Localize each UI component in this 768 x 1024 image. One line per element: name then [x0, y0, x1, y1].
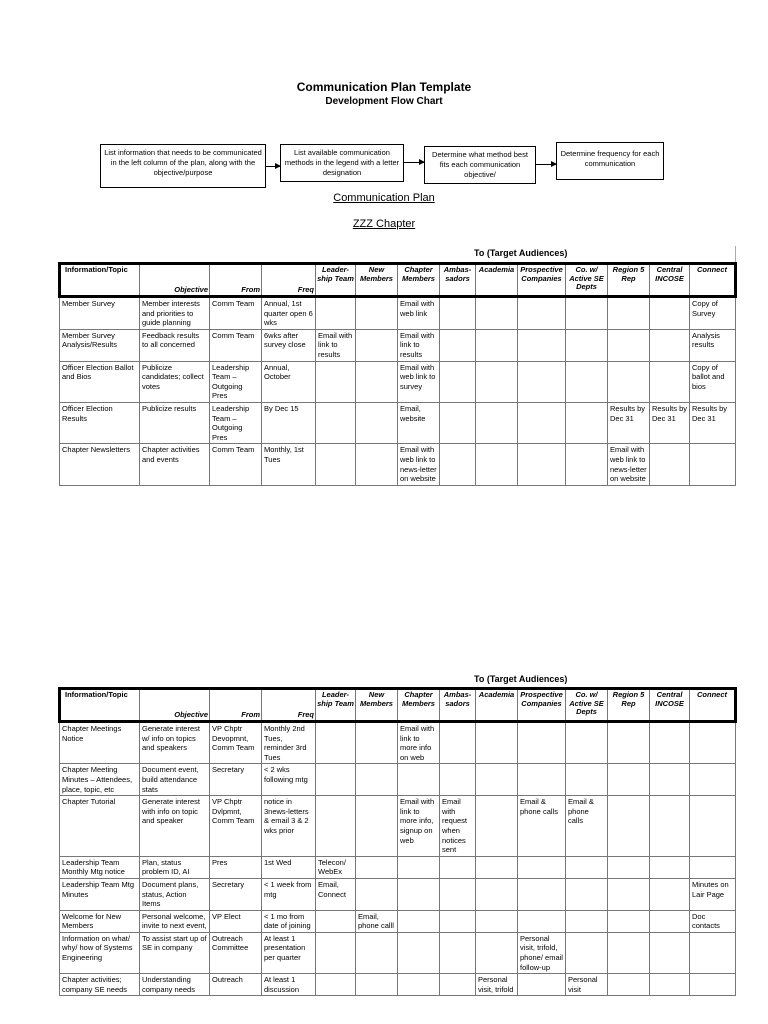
- table-cell: Email with link to more info, signup on web: [398, 796, 440, 857]
- table-cell: [608, 878, 650, 910]
- table-cell: Results by Dec 31: [650, 402, 690, 443]
- table-cell: [608, 910, 650, 932]
- table-cell: Document event, build attendance stats: [140, 764, 210, 796]
- table-cell: [650, 910, 690, 932]
- table-cell: [440, 444, 476, 485]
- table-cell: [518, 402, 566, 443]
- table-cell: Publicize candidates; collect votes: [140, 361, 210, 402]
- flow-step-4: Determine frequency for each communication: [556, 142, 664, 180]
- column-header: Central INCOSE: [650, 264, 690, 297]
- table-cell: Personal welcome, invite to next event,: [140, 910, 210, 932]
- table-cell: [518, 878, 566, 910]
- table-cell: [608, 297, 650, 330]
- table-cell: To assist start up of SE in company: [140, 932, 210, 973]
- table-cell: [690, 796, 736, 857]
- table-cell: [650, 856, 690, 878]
- table-row: [60, 402, 736, 443]
- table-cell: Annual, 1st quarter open 6 wks: [262, 297, 316, 330]
- table-cell: Minutes on Lair Page: [690, 878, 736, 910]
- table-cell: [518, 361, 566, 402]
- table-cell: Member interests and priorities to guide planning: [140, 297, 210, 330]
- table-cell: Comm Team: [210, 444, 262, 485]
- table-cell: [566, 722, 608, 764]
- table-cell: [566, 361, 608, 402]
- communication-plan-table-2: [58, 687, 737, 996]
- table-cell: Email with request when notices sent: [440, 796, 476, 857]
- table-cell: Leadership Team Mtg Minutes: [60, 878, 140, 910]
- column-header: Central INCOSE: [650, 689, 690, 722]
- table-cell: Document plans, status, Action Items: [140, 878, 210, 910]
- table-cell: Chapter Tutorial: [60, 796, 140, 857]
- table-cell: Email with web link: [398, 297, 440, 330]
- table-cell: Generate interest with info on topic and speaker: [140, 796, 210, 857]
- flow-step-1: List information that needs to be communicated in the left column of the plan, along with the objective/purpose: [100, 144, 266, 188]
- table-cell: Chapter activities; company SE needs: [60, 974, 140, 996]
- table-cell: [566, 878, 608, 910]
- table-cell: Email with web link to survey: [398, 361, 440, 402]
- table-cell: Email with link to results: [316, 329, 356, 361]
- audience-heading-2: To (Target Audiences): [474, 674, 568, 684]
- table-cell: Publicize results: [140, 402, 210, 443]
- table-cell: Results by Dec 31: [690, 402, 736, 443]
- table-cell: [356, 764, 398, 796]
- flow-arrow-2: [404, 162, 424, 163]
- column-header: Chapter Members: [398, 264, 440, 297]
- table-cell: [356, 856, 398, 878]
- table-cell: [476, 402, 518, 443]
- table-cell: < 1 week from mtg: [262, 878, 316, 910]
- table-cell: [440, 722, 476, 764]
- column-header: Co. w/ Active SE Depts: [566, 264, 608, 297]
- table-cell: Chapter Meetings Notice: [60, 722, 140, 764]
- table-cell: [650, 974, 690, 996]
- table-cell: Secretary: [210, 878, 262, 910]
- table-cell: [608, 974, 650, 996]
- table-cell: [566, 764, 608, 796]
- table-cell: [398, 764, 440, 796]
- table-cell: [356, 361, 398, 402]
- table-row: [60, 329, 736, 361]
- table-cell: [650, 722, 690, 764]
- table-cell: [316, 932, 356, 973]
- table-cell: [476, 361, 518, 402]
- document-title: Communication Plan Template: [296, 80, 472, 94]
- table-cell: [518, 764, 566, 796]
- table-cell: [356, 297, 398, 330]
- table-cell: Monthly, 1st Tues: [262, 444, 316, 485]
- table-cell: 1st Wed: [262, 856, 316, 878]
- table-cell: [518, 856, 566, 878]
- table-cell: [356, 722, 398, 764]
- table-cell: [518, 329, 566, 361]
- table-cell: Outreach Committee: [210, 932, 262, 973]
- table-cell: By Dec 15: [262, 402, 316, 443]
- column-header: Information/Topic: [60, 264, 140, 297]
- table-cell: [440, 878, 476, 910]
- table-cell: Welcome for New Members: [60, 910, 140, 932]
- table-cell: Email with link to more info on web: [398, 722, 440, 764]
- table-cell: [650, 764, 690, 796]
- table-cell: [476, 932, 518, 973]
- table-cell: [440, 932, 476, 973]
- table-cell: [440, 361, 476, 402]
- column-header: Freq: [262, 264, 316, 297]
- table-cell: [316, 444, 356, 485]
- table-cell: Leadership Team Monthly Mtg notice: [60, 856, 140, 878]
- table-cell: [476, 796, 518, 857]
- table-cell: [608, 796, 650, 857]
- column-header: Leader-ship Team: [316, 689, 356, 722]
- table-edge-line: [735, 246, 736, 262]
- table-cell: [608, 764, 650, 796]
- table-cell: Copy of Survey: [690, 297, 736, 330]
- table-cell: VP Chptr Devopmnt, Comm Team: [210, 722, 262, 764]
- table-cell: [650, 932, 690, 973]
- table-row: [60, 910, 736, 932]
- table-cell: [398, 878, 440, 910]
- flow-arrow-1: [266, 166, 280, 167]
- table-cell: Email, Connect: [316, 878, 356, 910]
- column-header: New Members: [356, 689, 398, 722]
- table-cell: [440, 297, 476, 330]
- table-cell: Email with link to results: [398, 329, 440, 361]
- table-cell: Email & phone calls: [566, 796, 608, 857]
- table-cell: Analysis results: [690, 329, 736, 361]
- chapter-name: ZZZ Chapter: [352, 218, 416, 230]
- column-header: Connect: [690, 689, 736, 722]
- table-cell: At least 1 discussion: [262, 974, 316, 996]
- table-cell: [650, 796, 690, 857]
- table-cell: Officer Election Ballot and Bios: [60, 361, 140, 402]
- table-cell: Member Survey Analysis/Results: [60, 329, 140, 361]
- table-cell: Pres: [210, 856, 262, 878]
- column-header: Objective: [140, 689, 210, 722]
- table-cell: Email with web link to news-letter on website: [398, 444, 440, 485]
- table-cell: [690, 722, 736, 764]
- table-cell: [440, 974, 476, 996]
- table-cell: Results by Dec 31: [608, 402, 650, 443]
- communication-plan-table-1: [58, 262, 737, 486]
- table-cell: Plan, status problem ID, AI: [140, 856, 210, 878]
- table-cell: Member Survey: [60, 297, 140, 330]
- table-cell: Annual, October: [262, 361, 316, 402]
- plan-title: Communication Plan: [333, 192, 435, 204]
- table-cell: Email, phone calll: [356, 910, 398, 932]
- table-cell: Copy of ballot and bios: [690, 361, 736, 402]
- flow-step-2: List available communication methods in the legend with a letter designation: [280, 144, 404, 182]
- column-header: Chapter Members: [398, 689, 440, 722]
- table-cell: [356, 796, 398, 857]
- document-subtitle: Development Flow Chart: [325, 96, 443, 107]
- table-cell: [476, 297, 518, 330]
- flow-arrow-3: [536, 164, 556, 165]
- table-row: [60, 856, 736, 878]
- table-cell: [316, 796, 356, 857]
- table-cell: Telecon/ WebEx: [316, 856, 356, 878]
- table-cell: [518, 974, 566, 996]
- table-cell: Personal visit: [566, 974, 608, 996]
- table-cell: [608, 856, 650, 878]
- table-cell: Information on what/ why/ how of Systems Engineering: [60, 932, 140, 973]
- table-cell: [476, 856, 518, 878]
- table-cell: Understanding company needs: [140, 974, 210, 996]
- table-cell: Secretary: [210, 764, 262, 796]
- table-cell: [440, 402, 476, 443]
- table-cell: [398, 856, 440, 878]
- table-cell: [650, 878, 690, 910]
- table-cell: Chapter Newsletters: [60, 444, 140, 485]
- table-cell: Personal visit, trifold: [476, 974, 518, 996]
- table-cell: Chapter Meeting Minutes – Attendees, place, topic, etc: [60, 764, 140, 796]
- table-cell: [356, 932, 398, 973]
- table-cell: Email & phone calls: [518, 796, 566, 857]
- table-cell: [608, 361, 650, 402]
- table-row: [60, 932, 736, 973]
- table-cell: [650, 444, 690, 485]
- table-cell: [476, 764, 518, 796]
- table-cell: [518, 910, 566, 932]
- table-cell: Doc contacts: [690, 910, 736, 932]
- table-cell: Monthly 2nd Tues, reminder 3rd Tues: [262, 722, 316, 764]
- table-row: [60, 444, 736, 485]
- column-header: New Members: [356, 264, 398, 297]
- table-row: [60, 361, 736, 402]
- table-cell: Generate interest w/ info on topics and speakers: [140, 722, 210, 764]
- table-cell: [650, 361, 690, 402]
- table-cell: [476, 878, 518, 910]
- table-cell: [690, 932, 736, 973]
- table-cell: [476, 444, 518, 485]
- table-cell: [316, 910, 356, 932]
- table-cell: 6wks after survey close: [262, 329, 316, 361]
- table-cell: Email with web link to news-letter on website: [608, 444, 650, 485]
- table-cell: Outreach: [210, 974, 262, 996]
- column-header: Ambas-sadors: [440, 689, 476, 722]
- table-cell: [518, 297, 566, 330]
- table-cell: [518, 444, 566, 485]
- table-cell: notice in 3news-letters & email 3 & 2 wks prior: [262, 796, 316, 857]
- table-cell: [440, 764, 476, 796]
- table-cell: [316, 402, 356, 443]
- column-header: Co. w/ Active SE Depts: [566, 689, 608, 722]
- table-cell: [566, 329, 608, 361]
- table-cell: Leadership Team – Outgoing Pres: [210, 402, 262, 443]
- table-cell: [398, 910, 440, 932]
- table-cell: [356, 974, 398, 996]
- column-header: Leader-ship Team: [316, 264, 356, 297]
- table-cell: Comm Team: [210, 329, 262, 361]
- table-cell: Comm Team: [210, 297, 262, 330]
- table-cell: [650, 329, 690, 361]
- table-cell: [566, 402, 608, 443]
- column-header: Connect: [690, 264, 736, 297]
- table-cell: [356, 878, 398, 910]
- table-cell: Personal visit, trifold, phone/ email follow-up: [518, 932, 566, 973]
- table-cell: [690, 444, 736, 485]
- table-cell: [566, 444, 608, 485]
- column-header: Ambas-sadors: [440, 264, 476, 297]
- table-cell: [608, 932, 650, 973]
- column-header: Academia: [476, 689, 518, 722]
- table-cell: [356, 329, 398, 361]
- table-cell: [398, 974, 440, 996]
- table-row: [60, 974, 736, 996]
- column-header: Prospective Companies: [518, 689, 566, 722]
- table-cell: Email, website: [398, 402, 440, 443]
- table-cell: VP Chptr Dvlpmnt, Comm Team: [210, 796, 262, 857]
- table-cell: Feedback results to all concerned: [140, 329, 210, 361]
- table-cell: [398, 932, 440, 973]
- table-cell: [440, 329, 476, 361]
- table-cell: VP Elect: [210, 910, 262, 932]
- column-header: Objective: [140, 264, 210, 297]
- table-cell: [690, 974, 736, 996]
- table-cell: [518, 722, 566, 764]
- table-cell: [608, 329, 650, 361]
- column-header: Information/Topic: [60, 689, 140, 722]
- table-cell: [356, 402, 398, 443]
- table-cell: [356, 444, 398, 485]
- table-row: [60, 878, 736, 910]
- table-cell: [440, 856, 476, 878]
- table-cell: [316, 297, 356, 330]
- table-cell: [650, 297, 690, 330]
- table-row: [60, 297, 736, 330]
- column-header: Region 5 Rep: [608, 264, 650, 297]
- table-header-row: [60, 264, 736, 297]
- column-header: Academia: [476, 264, 518, 297]
- flow-step-3: Determine what method best fits each communication objective/: [424, 146, 536, 184]
- table-cell: Chapter activities and events: [140, 444, 210, 485]
- table-cell: [566, 297, 608, 330]
- table-cell: [566, 910, 608, 932]
- table-cell: At least 1 presentation per quarter: [262, 932, 316, 973]
- audience-heading-1: To (Target Audiences): [474, 248, 568, 258]
- table-cell: [476, 722, 518, 764]
- table-cell: [476, 329, 518, 361]
- table-row: [60, 764, 736, 796]
- column-header: From: [210, 689, 262, 722]
- column-header: From: [210, 264, 262, 297]
- table-cell: Leadership Team – Outgoing Pres: [210, 361, 262, 402]
- table-header-row: [60, 689, 736, 722]
- table-cell: [608, 722, 650, 764]
- table-row: [60, 722, 736, 764]
- column-header: Prospective Companies: [518, 264, 566, 297]
- column-header: Region 5 Rep: [608, 689, 650, 722]
- table-cell: [440, 910, 476, 932]
- table-cell: < 2 wks following mtg: [262, 764, 316, 796]
- table-cell: [690, 764, 736, 796]
- table-row: [60, 796, 736, 857]
- table-cell: [316, 361, 356, 402]
- column-header: Freq: [262, 689, 316, 722]
- table-cell: [690, 856, 736, 878]
- table-cell: [476, 910, 518, 932]
- table-cell: [316, 764, 356, 796]
- table-cell: [316, 974, 356, 996]
- table-cell: Officer Election Results: [60, 402, 140, 443]
- table-cell: [316, 722, 356, 764]
- table-cell: [566, 856, 608, 878]
- table-cell: [566, 932, 608, 973]
- table-cell: < 1 mo from date of joining: [262, 910, 316, 932]
